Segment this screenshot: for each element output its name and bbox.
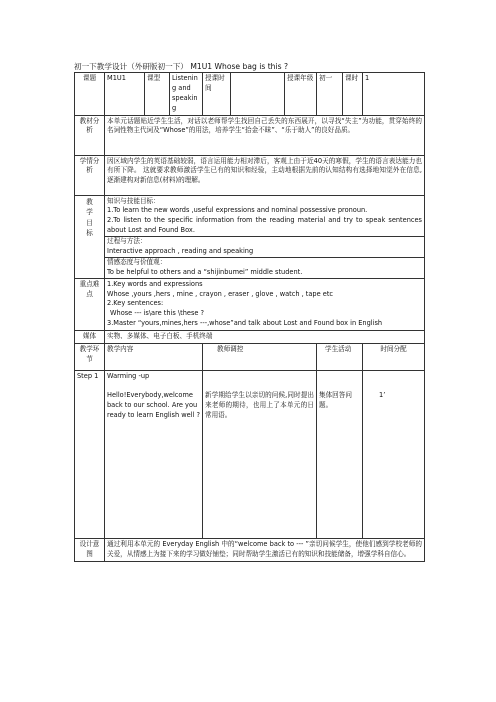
- process-header-row: [75, 344, 425, 371]
- objectives-label: [75, 195, 105, 278]
- emotion-title: 情感态度与价值观：: [107, 257, 167, 266]
- key-points-line: 2.Key sentences:: [107, 299, 164, 308]
- type-label: 课型: [145, 73, 170, 116]
- design-text: 通过利用本单元的 Everyday English 中的“welcome back to --- ”亲切问候学生，使他们感到学校老师的关爱，从情感上为接下来的学习做好铺垫；同时帮助学生激活已有的知识和技能储备，增强学科自信心。: [105, 539, 425, 562]
- objectives-label-char: 目: [86, 218, 93, 227]
- key-points-content: [105, 278, 425, 330]
- document-title: 初一下教学设计（外研版初一下） M1U1 Whose bag is this ?: [74, 62, 289, 71]
- process-text: Interactive approach , reading and speaking: [107, 247, 254, 256]
- step1-control-text: 新学期给学生以亲切的问候,同时提出来老师的期待，也用上了本单元的日常用语。: [205, 391, 314, 419]
- step1-text: Hello!Everybody,welcome back to our school. Are you ready to learn English well ?: [107, 390, 200, 419]
- process-header-activity: 学生活动: [317, 344, 363, 371]
- media-row: [75, 331, 425, 344]
- media-label: 媒体: [75, 331, 105, 344]
- process-header-content: 教学内容: [105, 344, 203, 371]
- step1-control: [203, 371, 317, 539]
- step1-activity-text: 集体回答问题。: [319, 391, 352, 409]
- type-value: Listening and speaking: [170, 73, 203, 116]
- students-label: 学情分析: [75, 155, 105, 195]
- emotion-section: [105, 257, 424, 278]
- objectives-label-char: 教: [86, 197, 93, 206]
- objectives-content: [105, 195, 425, 278]
- key-points-line: Whose --- is\are this \these ?: [110, 309, 205, 318]
- key-points-row: [75, 278, 425, 330]
- material-text: 本单元话题贴近学生生活，对话以老师帮学生找回自己丢失的东西展开，以寻找“失主”为功能，贯穿始终的名词性物主代词及“Whose”的用法，培养学生“拾金不昧”、“乐于助人”的良好品质。: [105, 115, 425, 155]
- step1-label: Step 1: [75, 371, 105, 539]
- topic-label: 课题: [75, 73, 105, 116]
- time-value: [231, 73, 285, 116]
- topic-value: M1U1: [105, 73, 145, 116]
- key-points-line: 1.Key words and expressions: [107, 279, 203, 288]
- time-label: 授课时间: [203, 73, 231, 116]
- step1-title: Warming -up: [107, 372, 150, 381]
- grade-value: 初一: [317, 73, 343, 116]
- material-row: [75, 115, 425, 155]
- objectives-row: [75, 195, 425, 278]
- hours-label: 课时: [343, 73, 363, 116]
- knowledge-item-1: 1.To learn the new words ,useful expressions and nominal possessive pronoun.: [107, 206, 368, 215]
- grade-label: 授课年级: [285, 73, 317, 116]
- students-row: [75, 155, 425, 195]
- knowledge-item-2: 2.To listen to the specific information from the reading material and try to speak sentences about Lost and Found Box.: [107, 216, 422, 235]
- students-text: 因区域内学生的英语基础较弱，语言运用能力相对滞后，客观上由于近40天的寒假，学生的语言表达能力也有所下降。 这就要求教师激活学生已有的知识和经验，主动地根据先前的认知结构有选择地知觉外在信息, 逐渐建构对新信息(材料)的理解。: [105, 155, 425, 195]
- header-row: [75, 73, 425, 116]
- key-points-line: Whose ,yours ,hers , mine , crayon , eraser , glove , watch , tape etc: [107, 289, 334, 298]
- objectives-label-char: 标: [86, 229, 93, 238]
- design-label: 设计意图: [75, 539, 105, 562]
- media-text: 实物、多媒体、电子白板、手机终端: [105, 331, 425, 344]
- step1-time: [363, 371, 425, 539]
- process-title: 过程与方法：: [107, 237, 147, 246]
- design-row: [75, 539, 425, 562]
- step1-activity: [317, 371, 363, 539]
- key-points-line: 3.Master “yours,mines,hers ---,whose”and talk about Lost and Found box in English: [107, 319, 383, 328]
- objectives-label-char: 学: [86, 208, 93, 217]
- process-header-control: 教师调控: [203, 344, 317, 371]
- step1-row: [75, 371, 425, 539]
- step1-time-text: 1’: [379, 391, 386, 400]
- process-header-label: 教学环节: [75, 344, 105, 371]
- lesson-plan-table: [74, 72, 425, 562]
- process-header-time: 时间分配: [363, 344, 425, 371]
- hours-value: 1: [363, 73, 425, 116]
- process-section: [105, 236, 424, 257]
- emotion-text: To be helpful to others and a “shijinbumei” middle student.: [107, 267, 303, 276]
- key-points-label: 重点难点: [75, 278, 105, 330]
- material-label: 教材分析: [75, 115, 105, 155]
- knowledge-title: 知识与技能目标：: [107, 196, 160, 205]
- step1-content: [105, 371, 203, 539]
